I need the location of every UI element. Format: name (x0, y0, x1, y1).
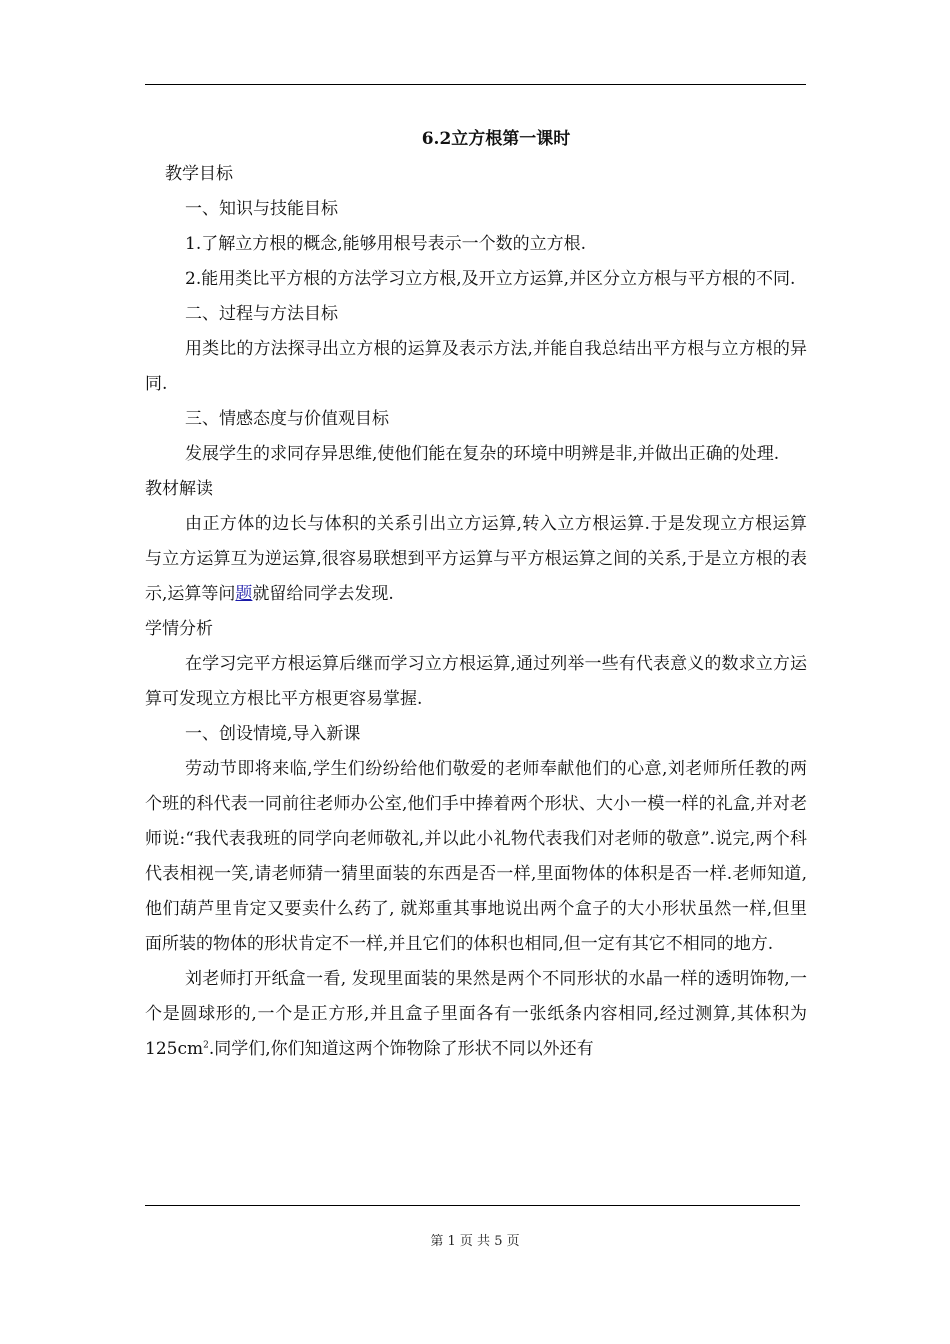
goals-heading: 教学目标 (165, 164, 233, 184)
analysis-text: 在学习完平方根运算后继而学习立方根运算,通过列举一些有代表意义的数求立方运算可发现立方根比平方根更容易掌握. (145, 654, 807, 709)
story-text (145, 962, 807, 1067)
emotion-text: 发展学生的求同存异思维,使他们能在复杂的环境中明辨是非,并做出正确的处理. (185, 444, 780, 464)
emotion-heading: 三、情感态度与价值观目标 (185, 409, 389, 429)
process-text: 用类比的方法探寻出立方根的运算及表示方法,并能自我总结出平方根与立方根的异同. (145, 339, 807, 394)
knowledge-item-1: 1.了解立方根的概念,能够用根号表示一个数的立方根. (185, 234, 587, 254)
header-rule (145, 84, 806, 85)
material-text-link[interactable]: 题 (235, 584, 253, 604)
page-title: 6.2立方根第一课时 (421, 129, 571, 149)
analysis-heading: 学情分析 (145, 619, 213, 639)
material-text-part-1: 由正方体的边长与体积的关系引出立方运算,转入立方根运算.于是发现立方根运算与立方运算互为逆运算,很容易联想到平方运算与平方根运算之间的关系,于是立方根的表示,运算等问 (145, 514, 807, 604)
material-heading: 教材解读 (145, 479, 213, 499)
intro-heading: 一、创设情境,导入新课 (185, 724, 361, 744)
knowledge-item-2: 2.能用类比平方根的方法学习立方根,及开立方运算,并区分立方根与平方根的不同. (185, 269, 796, 289)
footer-rule (145, 1205, 800, 1206)
story-text-part-1: 刘老师打开纸盒一看, 发现里面装的果然是两个不同形状的水晶一样的透明饰物,一个是圆球形的,一个是正方形,并且盒子里面各有一张纸条内容相同,经过测算,其体积为125cm (145, 969, 807, 1059)
story-text-part-2: .同学们,你们知道这两个饰物除了形状不同以外还有 (208, 1039, 594, 1059)
document-body (145, 122, 807, 1067)
material-text (145, 507, 807, 612)
story-text-superscript: 2 (203, 1040, 209, 1051)
intro-text: 劳动节即将来临,学生们纷纷给他们敬爱的老师奉献他们的心意,刘老师所任教的两个班的科代表一同前往老师办公室,他们手中捧着两个形状、大小一模一样的礼盒,并对老师说:“我代表我班的同学向老师敬礼,并以此小礼物代表我们对老师的敬意”.说完,两个科代表相视一笑,请老师猜一猜里面装的东西是否一样,里面物体的体积是否一样.老师知道,他们葫芦里肯定又要卖什么药了, 就郑重其事地说出两个盒子的大小形状虽然一样,但里面所装的物体的形状肯定不一样,并且它们的体积也相同,但一定有其它不相同的地方. (145, 759, 807, 954)
page-number: 第 1 页 共 5 页 (430, 1234, 520, 1249)
process-heading: 二、过程与方法目标 (185, 304, 338, 324)
material-text-part-2: 就留给同学去发现. (252, 584, 394, 604)
knowledge-heading: 一、知识与技能目标 (185, 199, 338, 219)
